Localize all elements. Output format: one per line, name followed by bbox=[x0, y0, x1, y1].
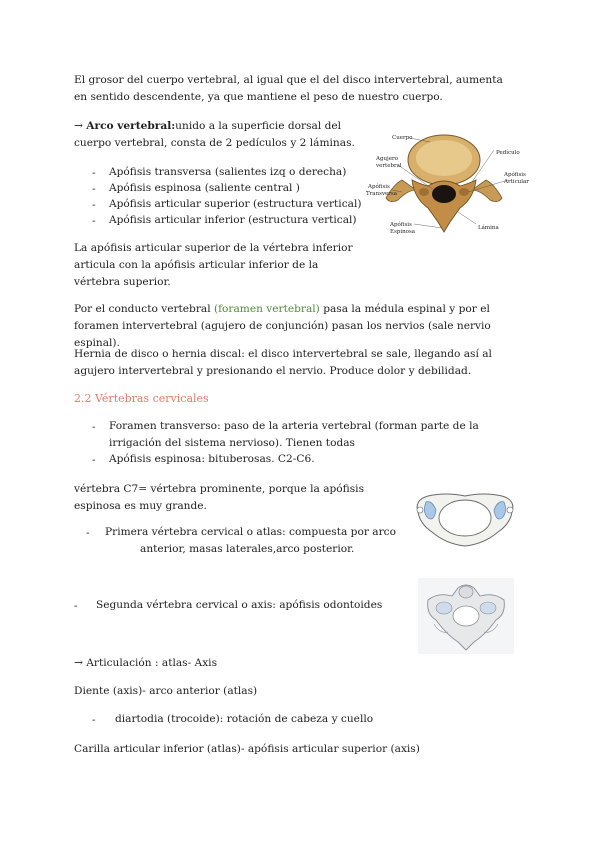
label-agujero: Agujero bbox=[376, 156, 398, 162]
atlas-line2: anterior, masas laterales,arco posterior. bbox=[140, 543, 355, 555]
label-espinosa-1: Apófisis bbox=[390, 222, 412, 228]
axis-item: Segunda vértebra cervical o axis: apófisis odontoides bbox=[96, 599, 383, 611]
list-item: Apófisis espinosa (saliente central ) bbox=[109, 182, 300, 194]
list-dash: - bbox=[86, 527, 90, 539]
vertebra-figure bbox=[364, 128, 534, 240]
list-dash: - bbox=[92, 199, 96, 211]
arco-vertebral-title: Arco vertebral: bbox=[86, 120, 176, 132]
atlas-figure bbox=[410, 488, 520, 552]
label-espinosa-2: Espinosa bbox=[390, 229, 416, 235]
label-cuerpo: Cuerpo bbox=[392, 135, 413, 141]
arco-vertebral-line2: cuerpo vertebral, consta de 2 pedículos y 2 láminas. bbox=[74, 137, 355, 149]
articular-paragraph: La apófisis articular superior de la vértebra inferior articula con la apófisis articular inferior de la vértebra superior. bbox=[74, 242, 353, 288]
label-transversa-1: Apófisis bbox=[368, 184, 390, 190]
list-item: Apófisis articular inferior (estructura vertical) bbox=[109, 214, 357, 226]
cervical-item: Apófisis espinosa: bituberosas. C2-C6. bbox=[109, 453, 315, 465]
list-dash: - bbox=[92, 167, 96, 179]
section-heading: 2.2 Vértebras cervicales bbox=[74, 392, 209, 405]
carilla-line: Carilla articular inferior (atlas)- apófisis articular superior (axis) bbox=[74, 743, 420, 755]
hernia-paragraph: Hernia de disco o hernia discal: el disco intervertebral se sale, llegando así al agujero intervertebral y presionando el nervio. Produce dolor y debilidad. bbox=[74, 348, 492, 377]
conducto-text-after: pasa la médula espinal y por el foramen intervertebral (agujero de conjunción) pasan los nervios (sale nervio espinal). bbox=[74, 303, 491, 349]
atlas-line1: Primera vértebra cervical o atlas: compuesta por arco bbox=[105, 526, 396, 538]
list-dash: - bbox=[92, 215, 96, 227]
list-dash: - bbox=[92, 183, 96, 195]
intro-paragraph: El grosor del cuerpo vertebral, al igual que el del disco intervertebral, aumenta en sentido descendente, ya que mantiene el peso de nuestro cuerpo. bbox=[74, 74, 503, 103]
label-lamina: Lámina bbox=[478, 225, 499, 231]
list-dash: - bbox=[74, 600, 78, 612]
label-transversa-2: Transversa bbox=[366, 191, 398, 197]
articulacion-line: → Articulación : atlas- Axis bbox=[74, 657, 218, 669]
list-dash: - bbox=[92, 454, 96, 466]
axis-figure bbox=[418, 578, 514, 654]
diente-line: Diente (axis)- arco anterior (atlas) bbox=[74, 685, 258, 697]
list-item: Apófisis articular superior (estructura vertical) bbox=[109, 198, 362, 210]
label-articular-2: Articular bbox=[504, 179, 529, 185]
list-item: Apófisis transversa (salientes izq o derecha) bbox=[109, 166, 347, 178]
arco-text1: unido a la superficie dorsal del bbox=[175, 120, 342, 132]
cervical-item: Foramen transverso: paso de la arteria vertebral (forman parte de la irrigación del sistema nervioso). Tienen todas bbox=[109, 420, 479, 449]
arrow-glyph: → bbox=[74, 120, 83, 132]
diartrodia-item: diartodia (trocoide): rotación de cabeza y cuello bbox=[115, 713, 374, 725]
c7-paragraph: vértebra C7= vértebra prominente, porque la apófisis espinosa es muy grande. bbox=[74, 483, 365, 512]
label-articular-1: Apófisis bbox=[504, 172, 526, 178]
arco-vertebral-line1 bbox=[74, 118, 374, 135]
foramen-vertebral-highlight: (foramen vertebral) bbox=[213, 303, 320, 315]
list-dash: - bbox=[92, 714, 96, 726]
conducto-paragraph bbox=[74, 301, 524, 352]
label-vertebral: vertebral bbox=[376, 163, 402, 169]
conducto-text-before: Por el conducto vertebral bbox=[74, 303, 214, 315]
label-pediculo: Pedículo bbox=[496, 150, 520, 156]
list-dash: - bbox=[92, 421, 96, 433]
